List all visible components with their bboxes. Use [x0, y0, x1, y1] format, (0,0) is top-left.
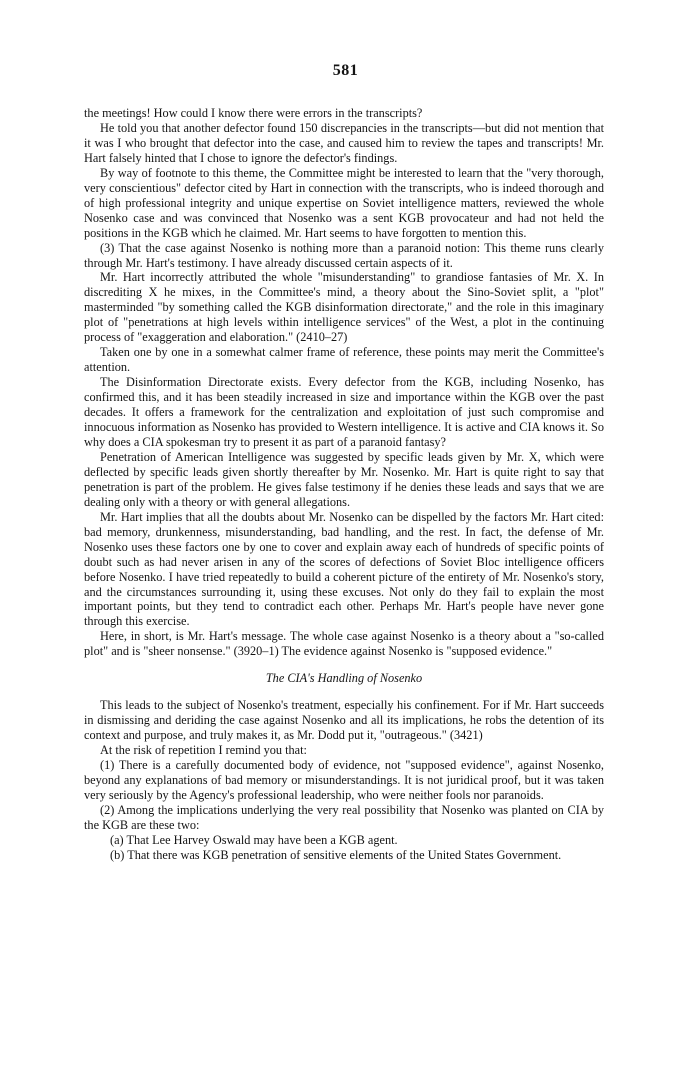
page-number: 581 — [332, 62, 359, 79]
page-body — [84, 106, 604, 863]
sub-list-item: (a) That Lee Harvey Oswald may have been a KGB agent. — [110, 832, 398, 847]
section-heading: The CIA's Handling of Nosenko — [265, 671, 423, 686]
paragraph: This leads to the subject of Nosenko's treatment, especially his confinement. For if Mr. Hart succeeds in dismissing and deriding the case against Nosenko and all its implications, he robs the detention of its context and purpose, and truly makes it, as Mr. Dodd put it, "outrageous." (3421) — [84, 698, 604, 743]
paragraph: Mr. Hart implies that all the doubts about Mr. Nosenko can be dispelled by the factors Mr. Hart cited: bad memory, drunkenness, misunderstanding, bad handling, and the rest. In fact, the defense of Mr. Nosenko uses these factors one by one to cover and explain away each of hundreds of specific points of doubt such as had never arisen in any of the scores of defections of Soviet Bloc intelligence officers before Nosenko. I have tried repeatedly to build a coherent picture of the entirety of Mr. Nosenko's story, and the circumstances surrounding it, using these excuses. Not only do they fail to explain the most important points, but they tend to contradict each other. Perhaps Mr. Hart's people have never gone through this exercise. — [84, 509, 604, 629]
paragraph: Here, in short, is Mr. Hart's message. The whole case against Nosenko is a theory about a "so-called plot" and is "sheer nonsense." (3920–1) The evidence against Nosenko is "supposed evidence." — [84, 629, 604, 659]
paragraph: (3) That the case against Nosenko is nothing more than a paranoid notion: This theme runs clearly through Mr. Hart's testimony. I have already discussed certain aspects of it. — [84, 240, 604, 270]
paragraph: The Disinformation Directorate exists. Every defector from the KGB, including Nosenko, has confirmed this, and it has been steadily increased in size and importance within the KGB over the past decades. It offers a framework for the centralization and exploitation of just such compromise and innocuous information as Nosenko has provided to Western intelligence. It is active and CIA knows it. So why does a CIA spokesman try to present it as part of a paranoid fantasy? — [84, 375, 604, 449]
paragraph: He told you that another defector found 150 discrepancies in the transcripts—but did not mention that it was I who brought that defector into the case, and caused him to review the tapes and transcripts! Mr. Hart falsely hinted that I chose to ignore the defector's findings. — [84, 120, 604, 165]
sub-list-item: (b) That there was KGB penetration of sensitive elements of the United States Government. — [110, 847, 562, 862]
paragraph: By way of footnote to this theme, the Committee might be interested to learn that the "very thorough, very conscientious" defector cited by Hart in connection with the transcripts, who is indeed thorough and of high professional integrity and unique expertise on Soviet intelligence matters, reviewed the whole Nosenko case and was convinced that Nosenko was a sent KGB provocateur and had not held the positions in the KGB which he claimed. Mr. Hart seems to have forgotten to mention this. — [84, 165, 604, 240]
paragraph: the meetings! How could I know there were errors in the transcripts? — [84, 106, 423, 120]
paragraph: Mr. Hart incorrectly attributed the whole "misunderstanding" to grandiose fantasies of Mr. X. In discrediting X he mixes, in the Committee's mind, a theory about the Sino-Soviet split, a "plot" masterminded "by something called the KGB disinformation directorate," and the role in this imaginary plot of "penetrations at high levels within intelligence services" of the West, a plot in the continuing process of "exaggeration and elaboration." (2410–27) — [84, 270, 604, 345]
paragraph: Penetration of American Intelligence was suggested by specific leads given by Mr. X, which were deflected by specific leads given shortly thereafter by Mr. Nosenko. Mr. Hart is quite right to say that penetration is part of the problem. He gives false testimony if he denies these leads and says that we are dealing only with a theory or with general allegations. — [84, 449, 604, 509]
paragraph: At the risk of repetition I remind you that: — [100, 743, 307, 758]
paragraph: Taken one by one in a somewhat calmer frame of reference, these points may merit the Committee's attention. — [84, 345, 604, 375]
list-item: (2) Among the implications underlying the very real possibility that Nosenko was planted on CIA by the KGB are these two: — [84, 802, 604, 832]
list-item: (1) There is a carefully documented body of evidence, not "supposed evidence", against Nosenko, beyond any explanations of bad memory or misunderstandings. It is not juridical proof, but it was taken very seriously by the Agency's professional leadership, who were neither fools nor paranoids. — [84, 758, 604, 802]
